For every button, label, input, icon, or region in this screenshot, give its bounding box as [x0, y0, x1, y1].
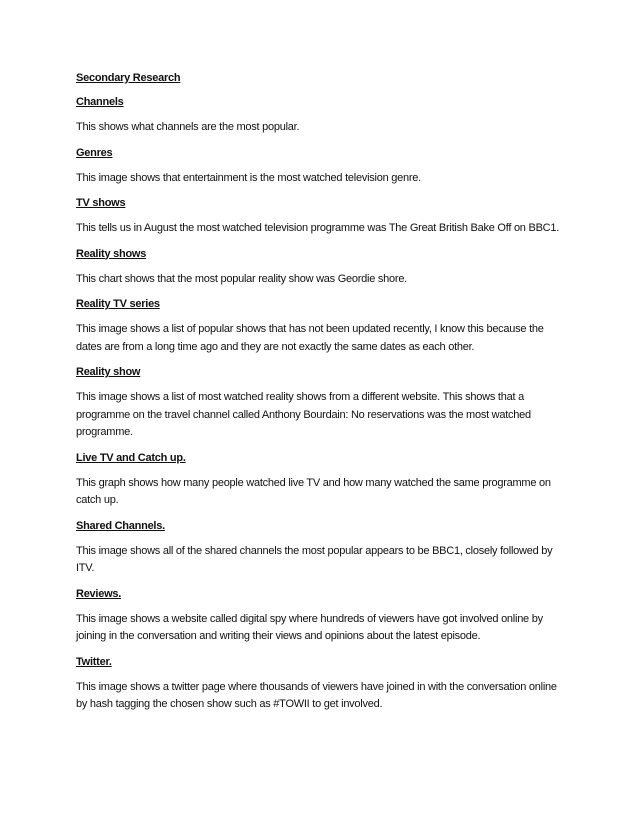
- section-text-reviews: This image shows a website called digital spy where hundreds of viewers have got involved online by joining in the conversation and writing their views and opinions about the latest episode.: [76, 612, 543, 642]
- section-heading-channels: Channels: [76, 96, 124, 108]
- section-heading-reality-show: Reality show: [76, 366, 141, 378]
- section-text-tv-shows: This tells us in August the most watched television programme was The Great British Bake Off on BBC1.: [76, 222, 560, 234]
- section-text-channels: This shows what channels are the most popular.: [76, 121, 300, 133]
- section-text-twitter: This image shows a twitter page where thousands of viewers have joined in with the conversation online by hash tagging the chosen show such as #TOWII to get involved.: [76, 680, 557, 710]
- section-heading-live-tv: Live TV and Catch up.: [76, 451, 186, 464]
- section-heading-twitter: Twitter.: [76, 655, 112, 668]
- section-text-shared-channels: This image shows all of the shared channels the most popular appears to be BBC1, closely followed by ITV.: [76, 544, 553, 574]
- section-heading-genres: Genres: [76, 146, 113, 159]
- document-title: Secondary Research: [76, 72, 181, 84]
- section-heading-reality-shows: Reality shows: [76, 247, 147, 260]
- document-body: [76, 71, 566, 723]
- section-heading-tv-shows: TV shows: [76, 197, 126, 209]
- section-text-genres: This image shows that entertainment is the most watched television genre.: [76, 171, 421, 184]
- section-heading-reality-tv-series: Reality TV series: [76, 298, 160, 310]
- section-text-reality-tv-series: This image shows a list of popular shows that has not been updated recently, I know this because the dates are from a long time ago and they are not exactly the same dates as each other.: [76, 323, 544, 353]
- section-heading-shared-channels: Shared Channels.: [76, 519, 165, 532]
- section-text-reality-shows: This chart shows that the most popular reality show was Geordie shore.: [76, 272, 407, 285]
- section-text-live-tv: This graph shows how many people watched live TV and how many watched the same programme on catch up.: [76, 476, 551, 506]
- section-text-reality-show: This image shows a list of most watched reality shows from a different website. This shows that a programme on the travel channel called Anthony Bourdain: No reservations was the most watched programme.: [76, 391, 531, 438]
- section-heading-reviews: Reviews.: [76, 587, 122, 600]
